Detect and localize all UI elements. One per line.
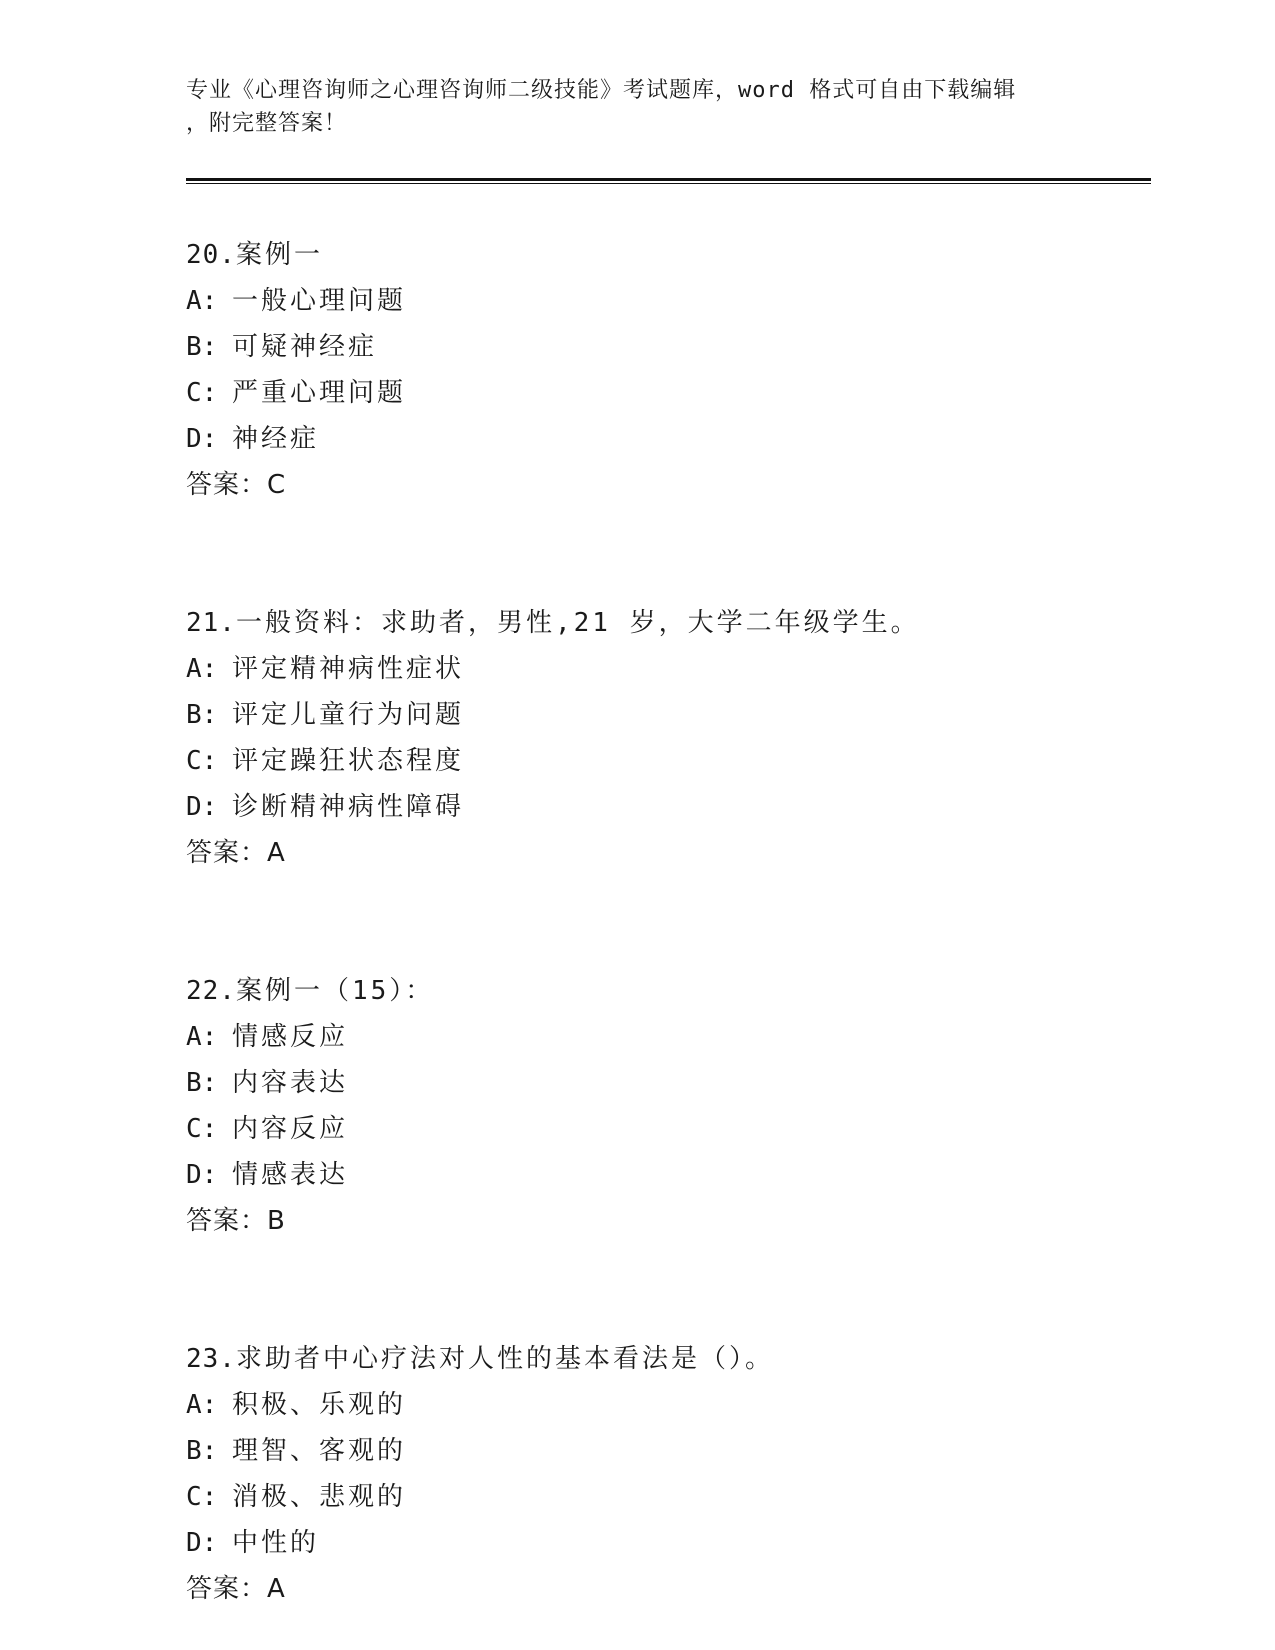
question-text: 一般资料：求助者，男性,21 岁，大学二年级学生。 bbox=[235, 608, 920, 638]
option-letter: D: bbox=[186, 792, 218, 822]
option-letter: D: bbox=[186, 1160, 218, 1190]
option-c bbox=[186, 370, 1146, 416]
answer-label: 答案： bbox=[186, 470, 268, 500]
option-text: 内容反应 bbox=[232, 1114, 349, 1144]
option-text: 评定躁狂状态程度 bbox=[232, 746, 465, 776]
document-header bbox=[186, 74, 1086, 140]
option-d bbox=[186, 1152, 1146, 1198]
option-letter: C: bbox=[186, 746, 218, 776]
option-letter: A: bbox=[186, 1022, 218, 1052]
option-b bbox=[186, 1060, 1146, 1106]
option-a bbox=[186, 646, 1146, 692]
option-text: 中性的 bbox=[232, 1528, 320, 1558]
option-a bbox=[186, 1382, 1146, 1428]
question-stem bbox=[186, 232, 1146, 278]
question-list bbox=[186, 232, 1146, 1612]
header-line-2: ，附完整答案！ bbox=[186, 111, 348, 136]
option-text: 一般心理问题 bbox=[232, 286, 407, 316]
option-letter: C: bbox=[186, 1482, 218, 1512]
option-b bbox=[186, 692, 1146, 738]
option-letter: B: bbox=[186, 1436, 218, 1466]
question-spacer bbox=[186, 1244, 1146, 1336]
option-letter: B: bbox=[186, 700, 218, 730]
option-letter: C: bbox=[186, 1114, 218, 1144]
option-c bbox=[186, 1474, 1146, 1520]
option-c bbox=[186, 1106, 1146, 1152]
option-a bbox=[186, 278, 1146, 324]
question-spacer bbox=[186, 508, 1146, 600]
header-line-1: 专业《心理咨询师之心理咨询师二级技能》考试题库，word 格式可自由下载编辑 bbox=[186, 78, 1017, 103]
option-text: 可疑神经症 bbox=[232, 332, 378, 362]
option-b bbox=[186, 324, 1146, 370]
question-text: 求助者中心疗法对人性的基本看法是（）。 bbox=[235, 1344, 774, 1374]
question-spacer bbox=[186, 876, 1146, 968]
question-number: 20. bbox=[186, 240, 236, 270]
option-b bbox=[186, 1428, 1146, 1474]
option-letter: A: bbox=[186, 1390, 218, 1420]
answer-value: A bbox=[267, 838, 286, 868]
option-letter: C: bbox=[186, 378, 218, 408]
option-text: 内容表达 bbox=[232, 1068, 349, 1098]
option-d bbox=[186, 784, 1146, 830]
answer-line bbox=[186, 462, 1146, 508]
question-20 bbox=[186, 232, 1146, 508]
option-text: 消极、悲观的 bbox=[232, 1482, 407, 1512]
header-rule-thick bbox=[186, 178, 1151, 181]
question-22 bbox=[186, 968, 1146, 1244]
question-text: 案例一（15）： bbox=[235, 976, 435, 1006]
option-text: 积极、乐观的 bbox=[232, 1390, 407, 1420]
option-d bbox=[186, 416, 1146, 462]
question-number: 23. bbox=[186, 1344, 236, 1374]
option-c bbox=[186, 738, 1146, 784]
question-stem bbox=[186, 1336, 1146, 1382]
option-letter: B: bbox=[186, 332, 218, 362]
option-text: 神经症 bbox=[232, 424, 320, 454]
option-text: 严重心理问题 bbox=[232, 378, 407, 408]
answer-value: A bbox=[267, 1574, 286, 1604]
option-d bbox=[186, 1520, 1146, 1566]
question-23 bbox=[186, 1336, 1146, 1612]
option-text: 评定儿童行为问题 bbox=[232, 700, 465, 730]
option-letter: D: bbox=[186, 424, 218, 454]
option-text: 情感反应 bbox=[232, 1022, 349, 1052]
question-stem bbox=[186, 600, 1146, 646]
question-number: 22. bbox=[186, 976, 236, 1006]
answer-label: 答案： bbox=[186, 838, 268, 868]
answer-value: C bbox=[267, 470, 287, 500]
option-a bbox=[186, 1014, 1146, 1060]
option-text: 评定精神病性症状 bbox=[232, 654, 465, 684]
answer-label: 答案： bbox=[186, 1206, 268, 1236]
option-text: 诊断精神病性障碍 bbox=[232, 792, 465, 822]
question-21 bbox=[186, 600, 1146, 876]
option-letter: A: bbox=[186, 654, 218, 684]
header-rule-thin bbox=[186, 183, 1151, 184]
option-letter: A: bbox=[186, 286, 218, 316]
question-stem bbox=[186, 968, 1146, 1014]
answer-line bbox=[186, 1198, 1146, 1244]
answer-label: 答案： bbox=[186, 1574, 268, 1604]
answer-line bbox=[186, 1566, 1146, 1612]
answer-value: B bbox=[267, 1206, 286, 1236]
option-text: 情感表达 bbox=[232, 1160, 349, 1190]
option-letter: D: bbox=[186, 1528, 218, 1558]
question-number: 21. bbox=[186, 608, 236, 638]
option-letter: B: bbox=[186, 1068, 218, 1098]
answer-line bbox=[186, 830, 1146, 876]
option-text: 理智、客观的 bbox=[232, 1436, 407, 1466]
question-text: 案例一 bbox=[235, 240, 323, 270]
